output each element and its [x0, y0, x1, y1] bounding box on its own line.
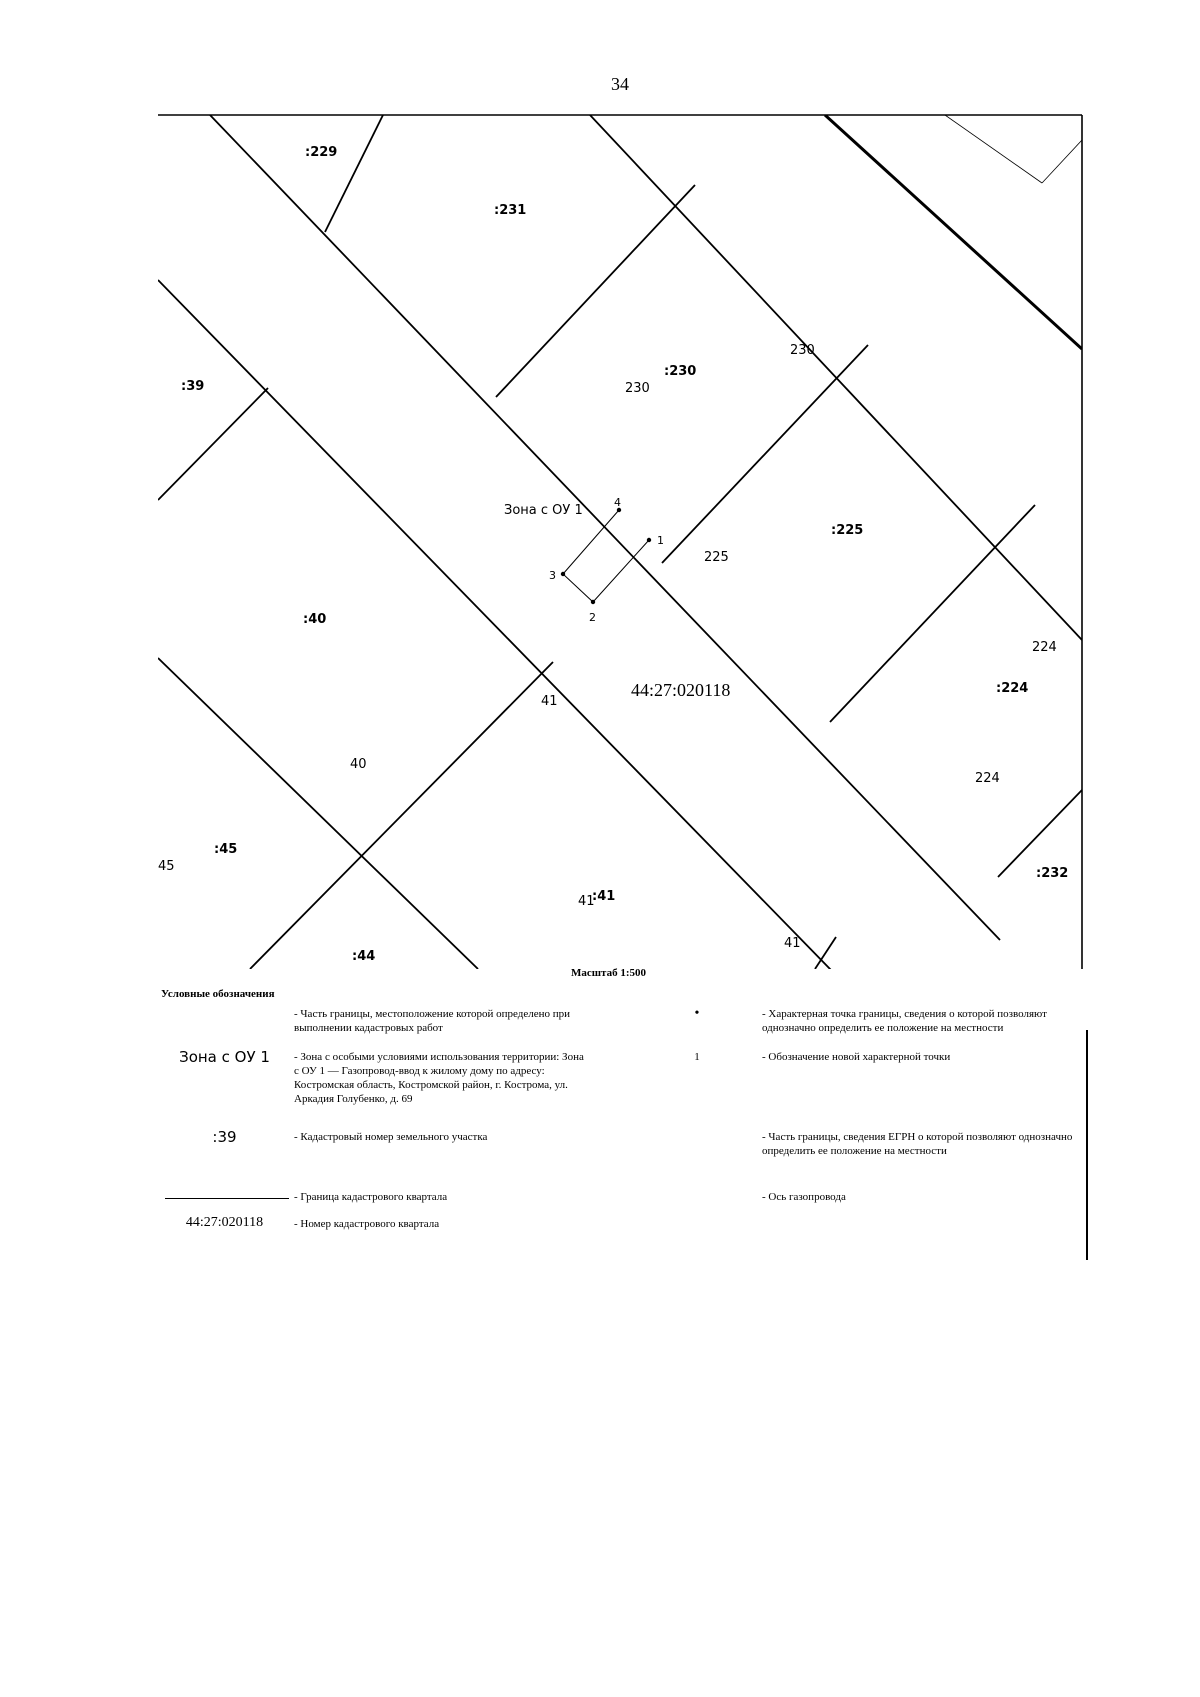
boundary-line — [210, 115, 1000, 940]
point-label-2: 2 — [589, 611, 596, 624]
faint-label: 230 — [625, 381, 650, 396]
legend-item-desc: - Обозначение новой характерной точки — [762, 1051, 951, 1063]
boundary-line — [945, 115, 1042, 183]
point-2 — [591, 600, 595, 604]
point-label-4: 4 — [614, 496, 621, 509]
parcel-label: :39 — [181, 379, 205, 394]
faint-label: 224 — [975, 771, 1000, 786]
zone-boundary — [563, 510, 649, 602]
parcel-label: :232 — [1036, 866, 1069, 881]
parcel-label: :231 — [494, 203, 527, 218]
legend-title: Условные обозначения — [161, 988, 275, 1000]
zone-label: Зона с ОУ 1 — [504, 503, 583, 518]
parcel-label: :224 — [996, 681, 1029, 696]
boundary-line — [825, 115, 1082, 349]
legend-item-desc: - Граница кадастрового квартала — [294, 1191, 448, 1203]
boundary-line — [325, 115, 383, 232]
scale-label: Масштаб 1:500 — [571, 967, 647, 979]
boundary-line — [158, 388, 268, 500]
parcel-label: :229 — [305, 145, 338, 160]
legend-point-icon: • — [694, 1006, 700, 1021]
faint-label: 41 — [784, 936, 801, 951]
faint-label: 230 — [790, 343, 815, 358]
parcel-label: :41 — [592, 889, 616, 904]
legend-item-desc: - Часть границы, местоположение которой определено при выполнении кадастровых работ — [294, 1008, 571, 1034]
boundary-line — [1042, 140, 1082, 183]
boundary-line — [158, 280, 870, 1010]
characteristic-points — [561, 508, 651, 604]
quarter-number: 44:27:020118 — [631, 680, 731, 700]
legend-item-desc: - Зона с особыми условиями использования территории: Зона с ОУ 1 — Газопровод-ввод к жилому дому по адресу: Костромская область, Костромской район, г. Кострома, ул. Аркадия Голубенко, д. 69 — [294, 1051, 584, 1105]
boundary-line — [158, 658, 478, 969]
parcel-label: :44 — [352, 949, 376, 964]
page-number: 34 — [611, 74, 629, 94]
parcel-label: :225 — [831, 523, 864, 538]
parcel-label: :45 — [214, 842, 238, 857]
faint-label: 41 — [541, 694, 558, 709]
point-label-3: 3 — [549, 569, 556, 582]
frame-right-rule — [1086, 1030, 1088, 1260]
faint-label: 225 — [704, 550, 729, 565]
legend-line-symbol — [165, 1198, 289, 1199]
parcel-label: :40 — [303, 612, 327, 627]
point-label-1: 1 — [657, 534, 664, 547]
point-1 — [647, 538, 651, 542]
faint-label: 224 — [1032, 640, 1057, 655]
parcel-label: :230 — [664, 364, 697, 379]
faint-label: 40 — [350, 757, 367, 772]
legend-item-symbol: :39 — [212, 1128, 237, 1146]
legend-item-desc: - Часть границы, сведения ЕГРН о которой позволяют однозначно определить ее положение на местности — [762, 1131, 1073, 1157]
faint-label: 41 — [578, 894, 595, 909]
legend-item-symbol: Зона с ОУ 1 — [179, 1048, 270, 1066]
legend-item-desc: - Характерная точка границы, сведения о которой позволяют однозначно определить ее положение на местности — [762, 1008, 1047, 1034]
point-3 — [561, 572, 565, 576]
legend-item-symbol: 1 — [694, 1051, 700, 1063]
legend-item-desc: - Кадастровый номер земельного участка — [294, 1131, 488, 1143]
legend — [157, 987, 1077, 1252]
boundary-line — [998, 790, 1082, 877]
faint-label: 45 — [158, 859, 175, 874]
legend-item-symbol: 44:27:020118 — [185, 1215, 264, 1230]
legend-item-desc: - Номер кадастрового квартала — [294, 1218, 440, 1230]
boundary-line — [250, 662, 553, 969]
legend-item-desc: - Ось газопровода — [762, 1191, 846, 1203]
